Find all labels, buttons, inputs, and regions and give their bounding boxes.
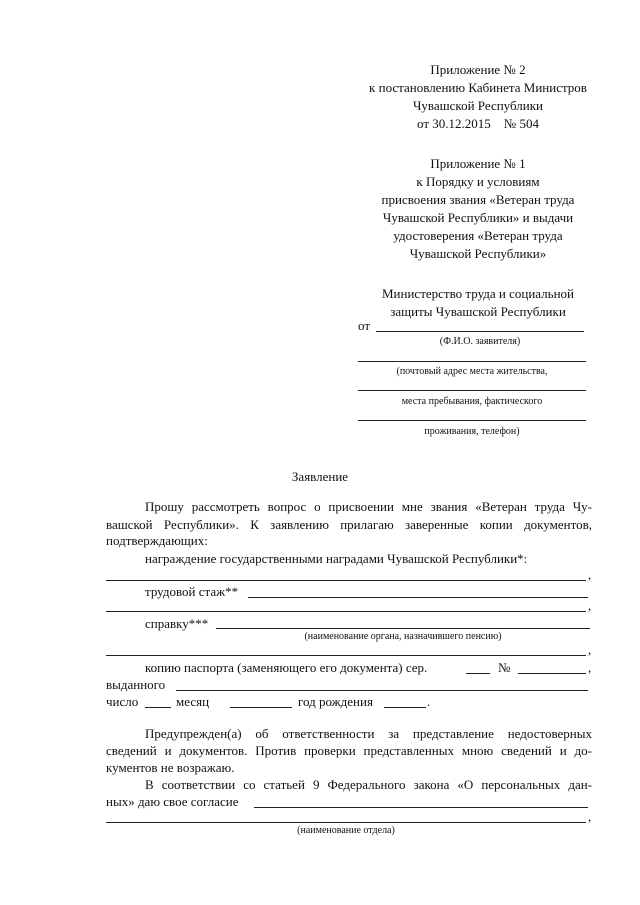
appendix-2-header (358, 61, 598, 133)
paragraph-2-line-1: Предупрежден(а) об ответственности за представление недостоверных (145, 726, 592, 741)
appendix-1-line-5: удостоверения «Ветеран труда (393, 228, 563, 243)
caption-pension-authority: (наименование органа, назначившего пенсию) (304, 631, 502, 642)
work-experience-label: трудовой стаж** (145, 584, 239, 599)
passport-series-field[interactable] (466, 673, 490, 674)
certificate-label: справку*** (145, 616, 209, 631)
appendix-1-title: Приложение № 1 (430, 156, 526, 171)
appendix-2-resolution: к постановлению Кабинета Министров (369, 80, 587, 95)
issued-label: выданного (106, 677, 166, 692)
certificate-field-2[interactable] (106, 655, 586, 656)
caption-address-1: (почтовый адрес места жительства, (396, 366, 548, 377)
addressee-block (358, 285, 598, 321)
issued-by-field[interactable] (176, 690, 588, 691)
month-field[interactable] (230, 707, 292, 708)
appendix-2-date-number: от 30.12.2015 № 504 (417, 116, 539, 131)
paragraph-1-line-3: подтверждающих: (106, 533, 208, 548)
day-field[interactable] (145, 707, 171, 708)
passport-label: копию паспорта (заменяющего его документа) сер. (145, 660, 428, 675)
appendix-1-line-4: Чувашской Республики» и выдачи (382, 210, 574, 225)
birth-year-field[interactable] (384, 707, 426, 708)
department-field[interactable] (106, 822, 586, 823)
awards-label: награждение государственными наградами Чувашской Республики*: (145, 551, 528, 566)
appendix-2-title: Приложение № 2 (430, 62, 526, 77)
awards-field[interactable] (106, 580, 586, 581)
addressee-ministry: Министерство труда и социальной (382, 286, 574, 301)
department-comma: , (588, 809, 592, 824)
day-label: число (106, 694, 139, 709)
paragraph-3-line-2: ных» даю свое согласие (106, 794, 239, 809)
work-experience-field-2[interactable] (106, 611, 586, 612)
awards-comma: , (588, 567, 592, 582)
paragraph-2-line-3: кументов не возражаю. (106, 760, 235, 775)
paragraph-3-line-1: В соответствии со статьей 9 Федерального закона «О персональных дан- (145, 777, 592, 792)
work-experience-field[interactable] (248, 597, 588, 598)
paragraph-1-line-1: Прошу рассмотреть вопрос о присвоении мне звания «Ветеран труда Чу- (145, 499, 592, 514)
passport-comma: , (588, 660, 592, 675)
document-title: Заявление (291, 469, 349, 484)
paragraph-1-line-2: вашской Республики». К заявлению прилагаю заверенные копии документов, (106, 517, 592, 532)
certificate-comma: , (588, 642, 592, 657)
caption-address-2: места пребывания, фактического (401, 396, 543, 407)
appendix-1-line-3: присвоения звания «Ветеран труда (381, 192, 575, 207)
appendix-1-line-6: Чувашской Республики» (409, 246, 547, 261)
from-label: от (358, 318, 371, 333)
applicant-name-field[interactable] (376, 331, 584, 332)
address-field-2[interactable] (358, 390, 586, 391)
passport-number-label: № (498, 660, 511, 675)
appendix-1-line-2: к Порядку и условиям (416, 174, 540, 189)
addressee-ministry-2: защиты Чувашской Республики (390, 304, 566, 319)
birth-year-label: год рождения (298, 694, 373, 709)
certificate-field[interactable] (216, 628, 590, 629)
passport-number-field[interactable] (518, 673, 586, 674)
birth-period: . (427, 694, 431, 709)
paragraph-2-line-2: сведений и документов. Против проверки представленных мною сведений и до- (106, 743, 592, 758)
caption-address-3: проживания, телефон) (424, 426, 520, 437)
address-field-3[interactable] (358, 420, 586, 421)
address-field-1[interactable] (358, 361, 586, 362)
appendix-2-republic: Чувашской Республики (412, 98, 544, 113)
consent-field[interactable] (254, 807, 588, 808)
appendix-1-header (358, 155, 598, 263)
work-comma: , (588, 598, 592, 613)
caption-department: (наименование отдела) (297, 825, 395, 836)
month-label: месяц (176, 694, 210, 709)
caption-applicant-name: (Ф.И.О. заявителя) (439, 336, 521, 347)
